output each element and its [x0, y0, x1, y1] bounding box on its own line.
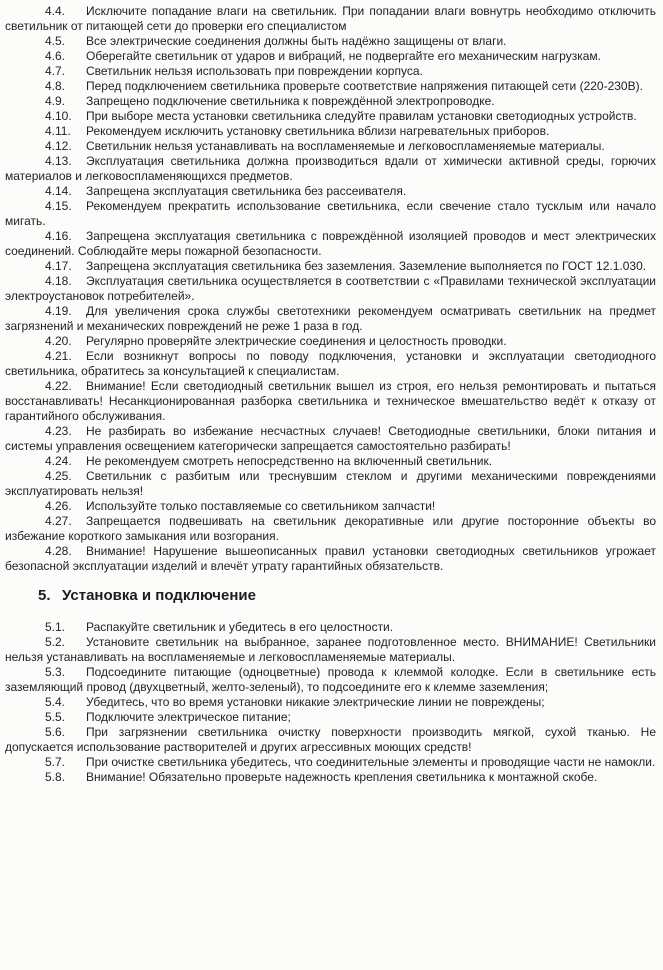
paragraph-text: Внимание! Если светодиодный светильник вышел из строя, его нельзя ремонтировать и пытаться восстанавливать! Несанкционированная разборка светильника и техническое вмешательство ведёт к отказу от гарантийного обслуживания. [5, 379, 656, 423]
paragraph-text: Убедитесь, что во время установки никакие электрические линии не повреждены; [86, 695, 545, 709]
paragraph-text: Оберегайте светильник от ударов и вибраций, не подвергайте его механическим нагрузкам. [86, 49, 601, 63]
paragraph-4.13 [5, 154, 656, 184]
paragraph-4.17 [5, 259, 656, 274]
paragraph-number: 4.7. [45, 64, 66, 78]
paragraph-text: Не разбирать во избежание несчастных случаев! Светодиодные светильники, блоки питания и системы управления освещением категорически запрещается самостоятельно разбирать! [5, 424, 656, 453]
paragraph-4.16 [5, 229, 656, 259]
paragraph-text: Светильник нельзя использовать при повреждении корпуса. [86, 64, 423, 78]
paragraph-number: 4.10. [45, 109, 72, 123]
paragraph-number: 4.12. [45, 139, 72, 153]
paragraph-4.12 [5, 139, 656, 154]
paragraph-text: Распакуйте светильник и убедитесь в его целостности. [86, 620, 394, 634]
paragraph-4.10 [5, 109, 656, 124]
paragraph-4.4 [5, 4, 656, 34]
paragraph-number: 5.8. [45, 770, 66, 784]
paragraph-5.3 [5, 665, 656, 695]
paragraph-number: 4.15. [45, 199, 72, 213]
paragraph-text: Внимание! Обязательно проверьте надежность крепления светильника к монтажной скобе. [86, 770, 598, 784]
paragraph-number: 4.6. [45, 49, 66, 63]
section-5-heading-title: Установка и подключение [62, 587, 256, 604]
paragraph-4.18 [5, 274, 656, 304]
paragraph-number: 5.1. [45, 620, 66, 634]
paragraph-text: Запрещена эксплуатация светильника без рассеивателя. [86, 184, 407, 198]
paragraph-text: Не рекомендуем смотреть непосредственно на включенный светильник. [86, 454, 493, 468]
paragraph-number: 5.2. [45, 635, 66, 649]
section-5-heading-number: 5. [38, 587, 51, 604]
paragraph-4.26 [5, 499, 656, 514]
paragraph-4.24 [5, 454, 656, 469]
paragraph-number: 4.8. [45, 79, 66, 93]
paragraph-text: Исключите попадание влаги на светильник. При попадании влаги вовнутрь необходимо отключить светильник от питающей сети до проверки его специалистом [5, 4, 656, 33]
paragraph-text: Запрещено подключение светильника к повреждённой электропроводке. [86, 94, 495, 108]
paragraph-5.5 [5, 710, 656, 725]
paragraph-4.25 [5, 469, 656, 499]
paragraph-4.15 [5, 199, 656, 229]
paragraph-number: 4.9. [45, 94, 66, 108]
paragraph-number: 4.20. [45, 334, 72, 348]
paragraph-text: Рекомендуем исключить установку светильника вблизи нагревательных приборов. [86, 124, 550, 138]
section-4-paragraphs [5, 4, 656, 574]
paragraph-4.6 [5, 49, 656, 64]
paragraph-number: 4.11. [45, 124, 71, 138]
paragraph-4.7 [5, 64, 656, 79]
paragraph-4.19 [5, 304, 656, 334]
paragraph-text: Если возникнут вопросы по поводу подключения, установки и эксплуатации светодиодного светильника, обратитесь за консультацией к специалистам. [5, 349, 656, 378]
paragraph-number: 5.4. [45, 695, 66, 709]
paragraph-4.11 [5, 124, 656, 139]
section-5-paragraphs [5, 620, 656, 785]
paragraph-text: Внимание! Нарушение вышеописанных правил установки светодиодных светильников угрожает безопасной эксплуатации изделий и влечёт утрату гарантийных обязательств. [5, 544, 656, 573]
paragraph-number: 4.25. [45, 469, 72, 483]
paragraph-4.22 [5, 379, 656, 424]
paragraph-text: Светильник с разбитым или треснувшим стеклом и другими механическими повреждениями эксплуатировать нельзя! [5, 469, 656, 498]
paragraph-text: При загрязнении светильника очистку поверхности производить мягкой, сухой тканью. Не допускается использование растворителей и других агрессивных моющих средств! [5, 725, 656, 754]
paragraph-text: Светильник нельзя устанавливать на воспламеняемые и легковоспламеняемые материалы. [86, 139, 605, 153]
paragraph-text: Запрещена эксплуатация светильника без заземления. Заземление выполняется по ГОСТ 12.1.030. [86, 259, 647, 273]
paragraph-number: 4.17. [45, 259, 72, 273]
paragraph-text: Используйте только поставляемые со светильником запчасти! [86, 499, 436, 513]
paragraph-number: 4.27. [45, 514, 72, 528]
paragraph-5.6 [5, 725, 656, 755]
paragraph-4.20 [5, 334, 656, 349]
paragraph-number: 4.26. [45, 499, 72, 513]
paragraph-number: 4.18. [45, 274, 72, 288]
paragraph-number: 4.19. [45, 304, 72, 318]
paragraph-text: Рекомендуем прекратить использование светильника, если свечение стало тусклым или начало мигать. [5, 199, 656, 228]
paragraph-number: 5.7. [45, 755, 66, 769]
paragraph-4.8 [5, 79, 656, 94]
paragraph-text: Запрещена эксплуатация светильника с повреждённой изоляцией проводов и мест электрических соединений. Соблюдайте меры пожарной безопасности. [5, 229, 656, 258]
paragraph-number: 4.14. [45, 184, 72, 198]
paragraph-number: 5.3. [45, 665, 66, 679]
paragraph-5.2 [5, 635, 656, 665]
paragraph-text: При очистке светильника убедитесь, что соединительные элементы и проводящие части не намокли. [86, 755, 656, 769]
paragraph-4.23 [5, 424, 656, 454]
paragraph-text: Для увеличения срока службы светотехники рекомендуем осматривать светильник на предмет загрязнений и механических повреждений не реже 1 раза в год. [5, 304, 656, 333]
paragraph-number: 4.28. [45, 544, 72, 558]
paragraph-5.8 [5, 770, 656, 785]
paragraph-text: Подсоедините питающие (одноцветные) провода к клеммой колодке. Если в светильнике есть заземляющий провод (двухцветный, желто-зеленый), то подсоедините его к клемме заземления; [5, 665, 656, 694]
paragraph-5.4 [5, 695, 656, 710]
paragraph-text: Все электрические соединения должны быть надёжно защищены от влаги. [86, 34, 507, 48]
paragraph-number: 5.6. [45, 725, 66, 739]
paragraph-text: Эксплуатация светильника осуществляется в соответствии с «Правилами технической эксплуатации электроустановок потребителей». [5, 274, 656, 303]
paragraph-number: 4.16. [45, 229, 72, 243]
paragraph-4.27 [5, 514, 656, 544]
paragraph-number: 4.23. [45, 424, 72, 438]
paragraph-4.21 [5, 349, 656, 379]
paragraph-number: 4.22. [45, 379, 72, 393]
paragraph-4.14 [5, 184, 656, 199]
section-5-heading [5, 587, 656, 605]
paragraph-4.5 [5, 34, 656, 49]
paragraph-text: Регулярно проверяйте электрические соединения и целостность проводки. [86, 334, 507, 348]
paragraph-text: При выборе места установки светильника следуйте правилам установки светодиодных устройств. [86, 109, 637, 123]
paragraph-number: 4.21. [45, 349, 72, 363]
paragraph-5.1 [5, 620, 656, 635]
paragraph-4.9 [5, 94, 656, 109]
paragraph-text: Установите светильник на выбранное, заранее подготовленное место. ВНИМАНИЕ! Светильники нельзя устанавливать на воспламеняемые и легковоспламеняемые материалы. [5, 635, 656, 664]
paragraph-text: Подключите электрическое питание; [86, 710, 291, 724]
paragraph-number: 4.5. [45, 34, 66, 48]
paragraph-number: 4.4. [45, 4, 66, 18]
paragraph-number: 4.13. [45, 154, 72, 168]
paragraph-number: 5.5. [45, 710, 66, 724]
paragraph-text: Эксплуатация светильника должна производиться вдали от химически активной среды, горючих материалов и легковоспламеняющихся предметов. [5, 154, 656, 183]
paragraph-text: Перед подключением светильника проверьте соответствие напряжения питающей сети (220-230В). [86, 79, 643, 93]
paragraph-4.28 [5, 544, 656, 574]
paragraph-number: 4.24. [45, 454, 72, 468]
paragraph-5.7 [5, 755, 656, 770]
paragraph-text: Запрещается подвешивать на светильник декоративные или другие посторонние объекты во избежание короткого замыкания или возгорания. [5, 514, 656, 543]
